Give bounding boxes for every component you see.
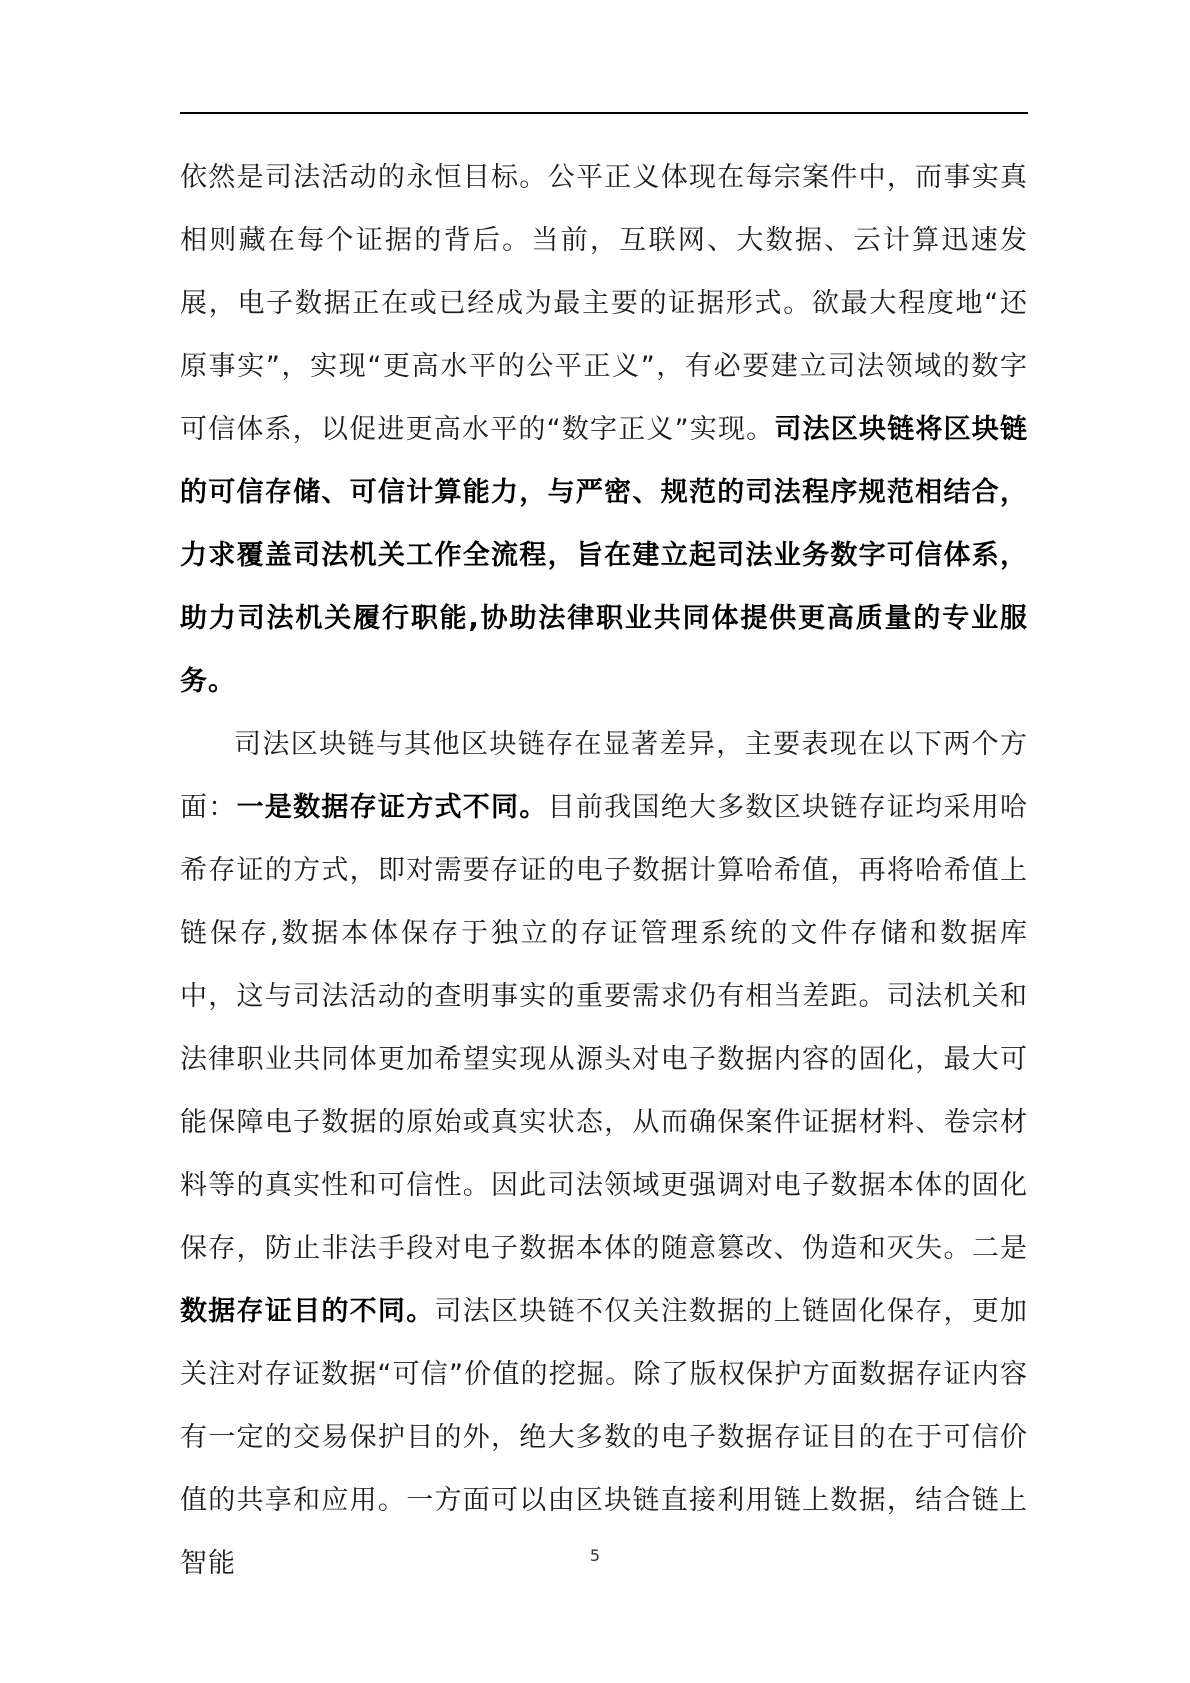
header-rule	[180, 112, 1028, 114]
paragraph-2-intro: 司法区块链与其他区块链存在显著差异，主要表现在以下两个方面：	[180, 729, 1028, 823]
paragraph-1-bold-text: 司法区块链将区块链的可信存储、可信计算能力，与严密、规范的司法程序规范相结合，力求覆盖司法机关工作全流程，旨在建立起司法业务数字可信体系，助力司法机关履行职能,协助法律职业共同体提供更高质量的专业服务。	[180, 414, 1028, 697]
paragraph-2	[180, 713, 1028, 1595]
paragraph-2-point-two: 数据存证目的不同。	[180, 1296, 435, 1327]
paragraph-2-point-one: 一是数据存证方式不同。	[236, 792, 548, 823]
page-number: 5	[589, 1546, 601, 1565]
paragraph-1-text: 依然是司法活动的永恒目标。公平正义体现在每宗案件中，而事实真相则藏在每个证据的背后。当前，互联网、大数据、云计算迅速发展，电子数据正在或已经成为最主要的证据形式。欲最大程度地“还原事实”，实现“更高水平的公平正义”，有必要建立司法领域的数字可信体系，以促进更高水平的“数字正义”实现。	[180, 162, 1028, 445]
paragraph-2-body: 目前我国绝大多数区块链存证均采用哈希存证的方式，即对需要存证的电子数据计算哈希值，再将哈希值上链保存,数据本体保存于独立的存证管理系统的文件存储和数据库中，这与司法活动的查明事实的重要需求仍有相当差距。司法机关和法律职业共同体更加希望实现从源头对电子数据内容的固化，最大可能保障电子数据的原始或真实状态，从而确保案件证据材料、卷宗材料等的真实性和可信性。因此司法领域更强调对电子数据本体的固化保存，防止非法手段对电子数据本体的随意篡改、伪造和灭失。二是	[180, 792, 1029, 1264]
paragraph-1	[180, 146, 1028, 713]
document-body	[180, 146, 1028, 1595]
paragraph-2-tail: 司法区块链不仅关注数据的上链固化保存，更加关注对存证数据“可信”价值的挖掘。除了版权保护方面数据存证内容有一定的交易保护目的外，绝大多数的电子数据存证目的在于可信价值的共享和应用。一方面可以由区块链直接利用链上数据，结合链上智能	[180, 1296, 1029, 1579]
